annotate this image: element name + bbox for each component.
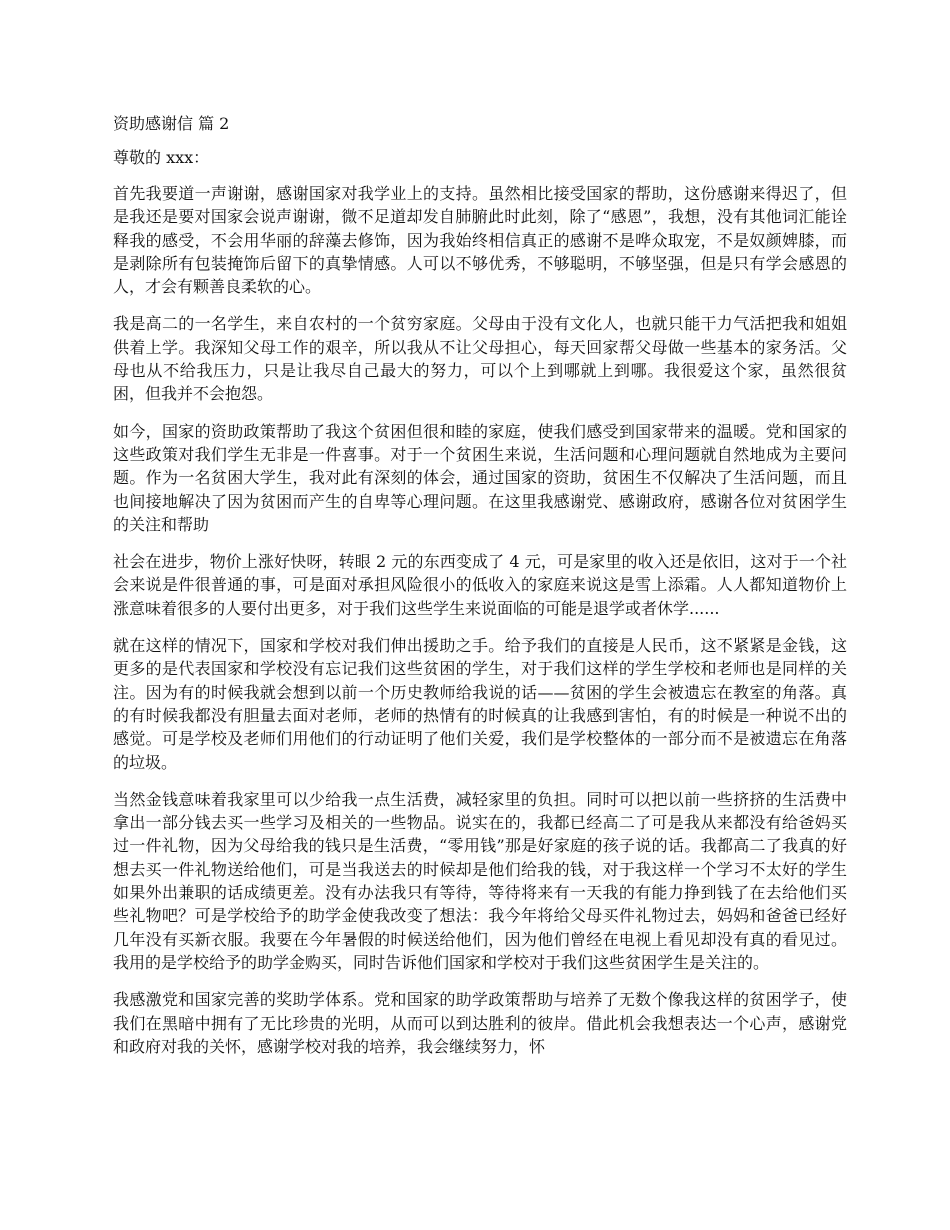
- paragraph-closing-thanks: 我感激党和国家完善的奖助学体系。党和国家的助学政策帮助与培养了无数个像我这样的贫困学子，使我们在黑暗中拥有了无比珍贵的光明，从而可以到达胜利的彼岸。借此机会我想表达一个心声，感谢党和政府对我的关怀，感谢学校对我的培养，我会继续努力，怀: [113, 990, 847, 1056]
- paragraph-policy-support: 如今，国家的资助政策帮助了我这个贫困但很和睦的家庭，使我们感受到国家带来的温暖。党和国家的这些政策对我们学生无非是一件喜事。对于一个贫困生来说，生活问题和心理问题就自然地成为主要问题。作为一名贫困大学生，我对此有深刻的体会，通过国家的资助，贫困生不仅解决了生活问题，而且也间接地解决了因为贫困而产生的自卑等心理问题。在这里我感谢党、感谢政府，感谢各位对贫困学生的关注和帮助: [113, 421, 847, 534]
- salutation: 尊敬的 xxx：: [113, 148, 210, 167]
- paragraph-rising-prices: 社会在进步，物价上涨好快呀，转眼 2 元的东西变成了 4 元，可是家里的收入还是依旧，这对于一个社会来说是件很普通的事，可是面对承担风险很小的低收入的家庭来说这是雪上添霜。人人都知道物价上涨意味着很多的人要付出更多，对于我们这些学生来说面临的可能是退学或者休学......: [113, 552, 847, 618]
- paragraph-school-assistance: 就在这样的情况下，国家和学校对我们伸出援助之手。给予我们的直接是人民币，这不紧紧是金钱，这更多的是代表国家和学校没有忘记我们这些贫困的学生，对于我们这样的学生学校和老师也是同样的关注。因为有的时候我就会想到以前一个历史教师给我说的话——贫困的学生会被遗忘在教室的角落。真的有时候我都没有胆量去面对老师，老师的热情有的时候真的让我感到害怕，有的时候是一种说不出的感觉。可是学校及老师们用他们的行动证明了他们关爱，我们是学校整体的一部分而不是被遗忘在角落的垃圾。: [113, 636, 847, 772]
- paragraph-gift-for-parents: 当然金钱意味着我家里可以少给我一点生活费，减轻家里的负担。同时可以把以前一些挤挤的生活费中拿出一部分钱去买一些学习及相关的一些物品。说实在的，我都已经高二了可是我从来都没有给爸妈买过一件礼物，因为父母给我的钱只是生活费，“零用钱”那是好家庭的孩子说的话。我都高二了我真的好想去买一件礼物送给他们，可是当我送去的时候却是他们给我的钱，对于我这样一个学习不太好的学生如果外出兼职的话成绩更差。没有办法我只有等待，等待将来有一天我的有能力挣到钱了在去给他们买些礼物吧？可是学校给予的助学金使我改变了想法：我今年将给父母买件礼物过去，妈妈和爸爸已经好几年没有买新衣服。我要在今年暑假的时候送给他们，因为他们曾经在电视上看见却没有真的看见过。我用的是学校给予的助学金购买，同时告诉他们国家和学校对于我们这些贫困学生是关注的。: [113, 789, 847, 972]
- document-title: 资助感谢信 篇 2: [113, 114, 230, 133]
- paragraph-family-background: 我是高二的一名学生，来自农村的一个贫穷家庭。父母由于没有文化人，也就只能干力气活把我和姐姐供着上学。我深知父母工作的艰辛，所以我从不让父母担心，每天回家帮父母做一些基本的家务活。父母也从不给我压力，只是让我尽自己最大的努力，可以个上到哪就上到哪。我很爱这个家，虽然很贫困，但我并不会抱怨。: [113, 314, 847, 404]
- paragraph-gratitude: 首先我要道一声谢谢，感谢国家对我学业上的支持。虽然相比接受国家的帮助，这份感谢来得迟了，但是我还是要对国家会说声谢谢，微不足道却发自肺腑此时此刻，除了“感恩”，我想，没有其他词汇能诠释我的感受，不会用华丽的辞藻去修饰，因为我始终相信真正的感谢不是哗众取宠，不是奴颜婢膝，而是剥除所有包装掩饰后留下的真挚情感。人可以不够优秀，不够聪明，不够坚强，但是只有学会感恩的人，才会有颗善良柔软的心。: [113, 184, 847, 297]
- letter-page: [113, 112, 847, 1072]
